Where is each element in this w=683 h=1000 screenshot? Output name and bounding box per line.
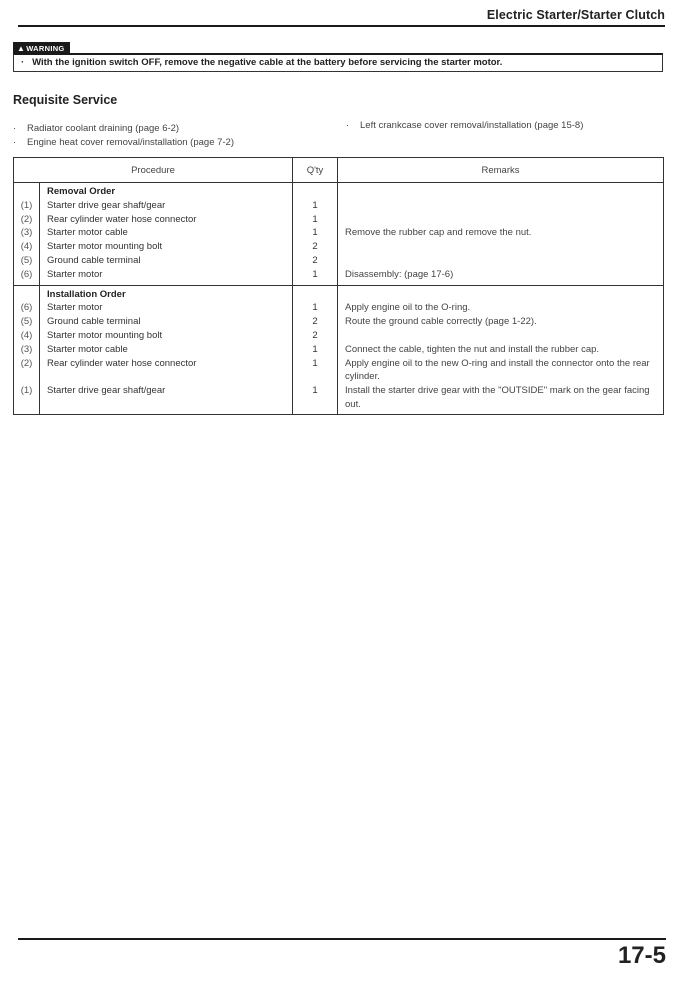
chapter-title: Electric Starter/Starter Clutch (486, 8, 665, 22)
table-row: (1) Starter drive gear shaft/gear 1 Install the starter drive gear with the "OUTSIDE" mark on the gear facing out. (14, 384, 664, 414)
requisite-item: · Radiator coolant draining (page 6-2) (13, 123, 180, 134)
table-header-row (14, 158, 664, 183)
table-row: (3) Starter motor cable 1 Remove the rubber cap and remove the nut. (14, 226, 664, 240)
table-row: (6) Starter motor 1 Apply engine oil to the O-ring. (14, 301, 664, 315)
removal-order-heading-row (14, 183, 664, 199)
warning-box (13, 53, 663, 72)
requisite-list-left (13, 122, 234, 150)
remarks-header: Remarks (338, 158, 664, 183)
table-row: (4) Starter motor mounting bolt 2 (14, 240, 664, 254)
bullet-icon: · (13, 123, 17, 134)
requisite-service-title: Requisite Service (13, 93, 118, 107)
qty-header: Q'ty (293, 158, 338, 183)
warning-label-text: WARNING (26, 44, 65, 53)
table-row: (2) Rear cylinder water hose connector 1 Apply engine oil to the new O-ring and install the connector onto the rear cylinder. (14, 357, 664, 385)
table-row: (6) Starter motor 1 Disassembly: (page 17-6) (14, 268, 664, 285)
table-row: (1) Starter drive gear shaft/gear 1 (14, 199, 664, 213)
requisite-item: · Engine heat cover removal/installation (page 7-2) (13, 137, 235, 148)
page-header (18, 6, 665, 27)
installation-order-title: Installation Order (40, 285, 293, 301)
table-row: (4) Starter motor mounting bolt 2 (14, 329, 664, 343)
requisite-item: · Left crankcase cover removal/installation (page 15-8) (346, 120, 584, 131)
bullet-icon: · (13, 137, 17, 148)
table-row: (3) Starter motor cable 1 Connect the cable, tighten the nut and install the rubber cap. (14, 343, 664, 357)
warning-triangle-icon: ▲ (17, 44, 26, 53)
procedure-header: Procedure (14, 158, 293, 183)
procedure-table (13, 157, 664, 415)
bullet-icon: · (346, 120, 350, 131)
requisite-list-right (346, 119, 583, 133)
bullet-icon: · (21, 57, 33, 68)
table-row: (5) Ground cable terminal 2 Route the ground cable correctly (page 1-22). (14, 315, 664, 329)
removal-order-title: Removal Order (47, 186, 116, 197)
warning-text: With the ignition switch OFF, remove the negative cable at the battery before servicing the starter motor. (32, 57, 503, 68)
table-row: (5) Ground cable terminal 2 (14, 254, 664, 268)
page-number: 17-5 (617, 942, 666, 969)
installation-order-heading-row (14, 285, 664, 301)
table-row: (2) Rear cylinder water hose connector 1 (14, 213, 664, 227)
footer-rule (18, 938, 666, 940)
